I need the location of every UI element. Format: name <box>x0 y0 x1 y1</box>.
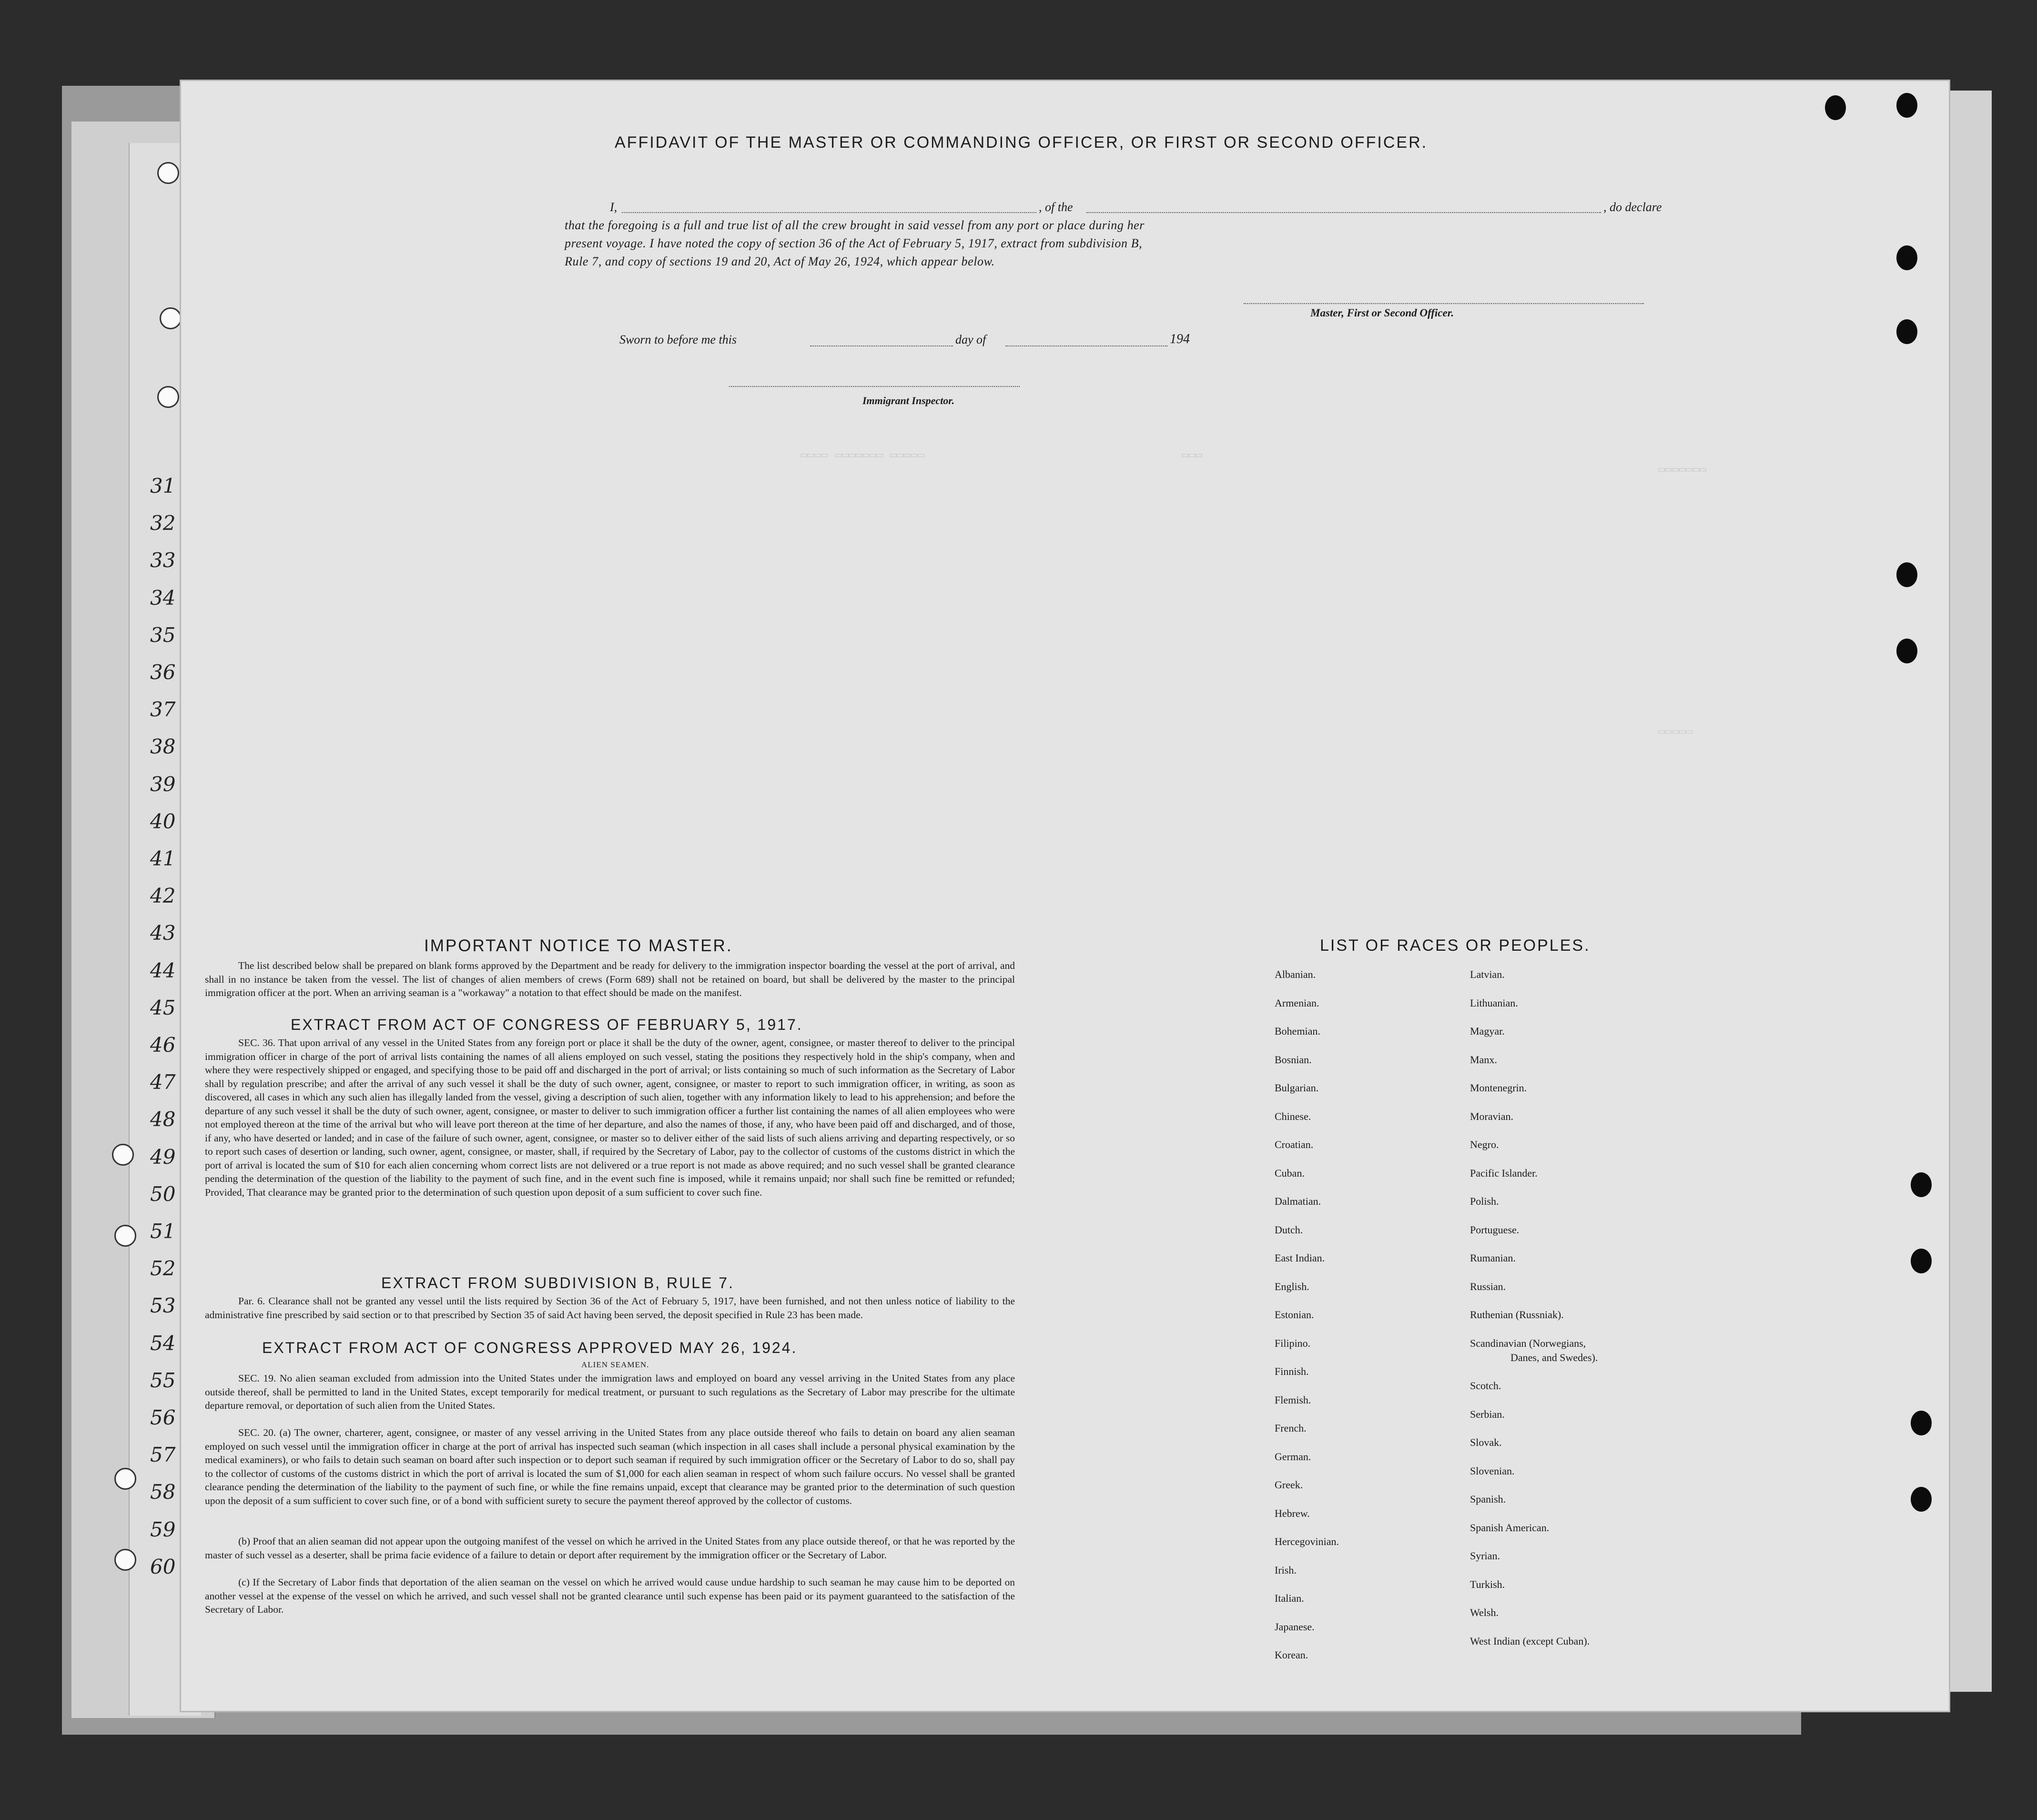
race-item: Scandinavian (Norwegians, <box>1470 1337 1586 1349</box>
inspector-signature-line <box>729 386 1020 387</box>
race-item: Bulgarian. <box>1275 1082 1319 1094</box>
margin-row-number: 43 <box>150 921 176 945</box>
margin-row-number: 58 <box>150 1480 176 1504</box>
binder-hole <box>157 386 179 408</box>
vessel-blank <box>1086 212 1601 213</box>
race-item: Dutch. <box>1275 1223 1303 1236</box>
race-item: German. <box>1275 1450 1311 1463</box>
race-item: Armenian. <box>1275 996 1319 1009</box>
sec19-body: SEC. 19. No alien seaman excluded from admission into the United States under the immigration laws and employed on board any vessel arriving in the United States from any place outside thereof, shall be permitted to land in the United States, except temporarily for medical treatment, or pursuant to such regulations as the Secretary of Labor may prescribe for the ultimate departure removal, or deportation of such alien from the United States. <box>205 1373 1015 1411</box>
bleed-through: ▭▭▭ <box>1182 449 1203 462</box>
extract2-body: Par. 6. Clearance shall not be granted any vessel until the lists required by Section 36 of the Act of February 5, 1917, have been furnished, and not then unless notice of liability to the administrative fine prescribed by said section or to that prescribed by Section 35 of said Act having been served, the deposit specified in Rule 23 has been made. <box>205 1295 1015 1321</box>
race-item: Pacific Islander. <box>1470 1167 1538 1179</box>
of-the-label: , of the <box>1039 200 1073 214</box>
race-item: Latvian. <box>1470 968 1505 980</box>
race-item: Welsh. <box>1470 1606 1499 1618</box>
affidavit-line-2: that the foregoing is a full and true list of all the crew brought in said vessel from any port or place during her <box>565 218 1145 232</box>
race-item: Negro. <box>1470 1139 1499 1150</box>
margin-row-number: 49 <box>150 1145 176 1169</box>
margin-row-number: 55 <box>150 1368 176 1392</box>
race-item: Finnish. <box>1275 1365 1309 1377</box>
race-item: Bohemian. <box>1275 1025 1320 1037</box>
race-item: Chinese. <box>1275 1110 1311 1122</box>
do-declare-label: , do declare <box>1603 200 1662 214</box>
margin-row-number: 50 <box>150 1182 176 1206</box>
race-item: Ruthenian (Russniak). <box>1470 1309 1564 1321</box>
margin-row-number: 47 <box>150 1070 176 1094</box>
race-item: Spanish. <box>1470 1493 1506 1505</box>
margin-row-number: 38 <box>150 735 176 759</box>
affidavit-line-4: Rule 7, and copy of sections 19 and 20, Act of May 26, 1924, which appear below. <box>565 254 995 268</box>
margin-row-number: 53 <box>150 1294 176 1318</box>
binding-hole <box>1911 1249 1932 1273</box>
race-item: Estonian. <box>1275 1309 1314 1321</box>
margin-row-number: 42 <box>150 884 176 908</box>
race-item: Albanian. <box>1275 968 1316 980</box>
race-item: Cuban. <box>1275 1167 1305 1179</box>
inspector-label: Immigrant Inspector. <box>862 395 955 407</box>
race-item: Magyar. <box>1470 1025 1505 1037</box>
sec20a-body: SEC. 20. (a) The owner, charterer, agent, consignee, or master of any vessel arriving in the United States from any place outside thereof who fails to detain on board any alien seaman employed on such vessel until the immigration officer in charge at the port of arrival has inspected such seaman (which inspection in all cases shall include a personal physical examination by the medical examiners), or who fails to detain such seaman on board after such inspection or to deport such seaman if required by such immigration officer or the Secretary of Labor to do so, shall pay to the collector of customs of the customs district in which the port of arrival is located the sum of $1,000 for each alien seaman in respect of whom such failure occurs. No vessel shall be granted clearance pending the determination of the liability to the payment of such fine, or while the fine remains unpaid, except that clearance may be granted prior to the determination of such question upon the deposit of a sum sufficient to cover such fine, or of a bond with sufficient surety to secure the payment thereof approved by the collector of customs. <box>205 1427 1015 1506</box>
race-item: Rumanian. <box>1470 1252 1516 1264</box>
manifest-page <box>181 81 1949 1711</box>
race-item: Dalmatian. <box>1275 1195 1321 1207</box>
notice-title: IMPORTANT NOTICE TO MASTER. <box>424 936 733 955</box>
margin-row-number: 32 <box>150 511 176 535</box>
race-item: Slovak. <box>1470 1436 1502 1448</box>
affidavit-line-3: present voyage. I have noted the copy of section 36 of the Act of February 5, 1917, extract from subdivision B, <box>565 236 1143 250</box>
race-item: Croatian. <box>1275 1139 1314 1150</box>
race-item: Hercegovinian. <box>1275 1535 1339 1547</box>
margin-row-number: 59 <box>150 1517 176 1541</box>
master-signature-label: Master, First or Second Officer. <box>1310 307 1454 319</box>
race-item: Turkish. <box>1470 1578 1505 1590</box>
race-item: Serbian. <box>1470 1408 1505 1420</box>
binding-hole <box>1896 93 1917 118</box>
year-label: 194 <box>1170 332 1190 346</box>
race-item: Korean. <box>1275 1649 1308 1661</box>
race-item: Moravian. <box>1470 1110 1514 1122</box>
extract3-subtitle: ALIEN SEAMEN. <box>581 1360 649 1369</box>
bleed-through: ▭▭▭▭▭ <box>1658 726 1693 739</box>
race-item: Japanese. <box>1275 1620 1315 1633</box>
race-scandinavian-cont: Danes, and Swedes). <box>1510 1351 1598 1363</box>
race-item: Filipino. <box>1275 1337 1311 1349</box>
bleed-through: ▭▭▭▭ ▭▭▭▭▭▭▭ ▭▭▭▭▭ <box>801 449 924 462</box>
extract1-body: SEC. 36. That upon arrival of any vessel in the United States from any foreign port or place it shall be the duty of the owner, agent, consignee, or master thereof to deliver to the principal immigration officer in charge of the port of arrival lists containing the names of all aliens employed on such vessel, stating the positions they respectively hold in the ship's company, when and where they were respectively shipped or engaged, and specifying those to be paid off and discharged in the port of arrival; or lists containing so much of such information as the Secretary of Labor shall by regulation prescribe; and after the arrival of any such vessel it shall be the duty of such owner, agent, consignee, or master to report to such immigration officer, in writing, as soon as discovered, all cases in which any such alien has illegally landed from the vessel, giving a description of such alien, together with any information likely to lead to his apprehension; and before the departure of any such vessel it shall be the duty of such owner, agent, consignee, or master to deliver to such immigration officer a further list containing the names of all alien employees who were not employed thereon at the time of the arrival but who will leave port thereon at the time of her departure, and also the names of those, if any, who have been paid off and discharged, and of those, if any, who have deserted or landed; and in case of the failure of such owner, agent, consignee, or master so to deliver either of the said lists of such aliens arriving and departing respectively, or so to report such cases of desertion or landing, such owner, agent, consignee, or master, shall, if required by the Secretary of Labor, pay to the collector of customs of the customs district in which the port of arrival is located the sum of $10 for each alien concerning whom correct lists are not delivered or a true report is not made as above required; and no such vessel shall be granted clearance pending the determination of the question of the liability to the payment of such fine, and in the event such fine is imposed, while it remains unpaid; nor shall such fine be remitted or refunded; Provided, That clearance may be granted prior to the determination of such question upon deposit of a sum sufficient to cover such fine. <box>205 1037 1015 1198</box>
margin-row-number: 44 <box>150 958 176 982</box>
race-item: Lithuanian. <box>1470 996 1518 1009</box>
race-item: Syrian. <box>1470 1550 1500 1562</box>
bleed-through: ▭▭▭▭▭▭▭ <box>1658 464 1707 477</box>
margin-row-number: 48 <box>150 1108 176 1131</box>
race-item: Bosnian. <box>1275 1053 1312 1066</box>
extract1-title: EXTRACT FROM ACT OF CONGRESS OF FEBRUARY 5, 1917. <box>291 1016 803 1033</box>
race-item: French. <box>1275 1422 1307 1434</box>
race-item: West Indian (except Cuban). <box>1470 1635 1590 1647</box>
margin-row-number: 45 <box>150 996 176 1019</box>
margin-row-number: 39 <box>150 772 176 796</box>
race-item: Italian. <box>1275 1592 1304 1604</box>
margin-row-number: 37 <box>150 698 176 722</box>
binder-hole <box>114 1225 136 1247</box>
race-item: Manx. <box>1470 1053 1497 1066</box>
race-item: Portuguese. <box>1470 1223 1520 1236</box>
race-item: Greek. <box>1275 1479 1303 1491</box>
margin-row-number: 54 <box>150 1331 176 1355</box>
day-of-label: day of <box>955 333 986 346</box>
binding-hole <box>1896 319 1917 344</box>
binder-hole <box>114 1468 136 1490</box>
margin-row-number: 56 <box>150 1406 176 1429</box>
binding-hole <box>1825 95 1846 120</box>
race-item: Scotch. <box>1470 1380 1501 1392</box>
margin-row-number: 31 <box>150 474 176 498</box>
binder-hole <box>160 307 182 329</box>
binding-hole <box>1896 639 1917 663</box>
binder-hole <box>114 1549 136 1571</box>
race-item: Russian. <box>1470 1280 1506 1292</box>
race-item: Flemish. <box>1275 1393 1311 1406</box>
race-item: Spanish American. <box>1470 1521 1550 1534</box>
binding-hole <box>1911 1172 1932 1197</box>
race-item: East Indian. <box>1275 1252 1325 1264</box>
margin-row-number: 46 <box>150 1033 176 1057</box>
binder-hole <box>112 1144 134 1166</box>
race-item: Hebrew. <box>1275 1507 1310 1519</box>
master-signature-line <box>1244 303 1644 304</box>
margin-row-number: 33 <box>150 549 176 572</box>
affidavit-i-label: I, <box>610 200 618 214</box>
race-item: Slovenian. <box>1470 1464 1515 1477</box>
margin-row-number: 60 <box>150 1555 176 1578</box>
margin-row-number: 57 <box>150 1443 176 1467</box>
extract3-title: EXTRACT FROM ACT OF CONGRESS APPROVED MAY 26, 1924. <box>262 1339 798 1356</box>
extract2-title: EXTRACT FROM SUBDIVISION B, RULE 7. <box>381 1274 734 1291</box>
margin-row-number: 40 <box>150 809 176 833</box>
margin-row-number: 35 <box>150 623 176 647</box>
binder-hole <box>157 162 179 184</box>
binding-hole <box>1911 1487 1932 1512</box>
margin-row-number: 52 <box>150 1257 176 1281</box>
sec20c-body: (c) If the Secretary of Labor finds that deportation of the alien seaman on the vessel on which he arrived would cause undue hardship to such seaman he may cause him to be deported on another vessel at the expense of the vessel on which he arrived, and such vessel shall not be granted clearance until such expense has been paid or its payment guaranteed to the satisfaction of the Secretary of Labor. <box>205 1576 1015 1615</box>
binding-hole <box>1911 1411 1932 1435</box>
margin-row-number: 34 <box>150 586 176 610</box>
sec20b-body: (b) Proof that an alien seaman did not appear upon the outgoing manifest of the vessel on which he arrived in the United States from any place outside thereof, or that he was reported by the master of such vessel as a deserter, shall be prima facie evidence of a failure to detain or deport after requirement by the immigration officer or the Secretary of Labor. <box>205 1535 1015 1561</box>
race-item: Montenegrin. <box>1470 1082 1527 1094</box>
name-blank <box>622 212 1036 213</box>
notice-body: The list described below shall be prepared on blank forms approved by the Department and be ready for delivery to the immigration inspector boarding the vessel at the port of arrival, and shall in no instance be taken from the vessel. The list of changes of alien members of crews (Form 689) shall not be retained on board, but shall be delivered by the master to the principal immigration officer at the port. When an arriving seaman is a "workaway" a notation to that effect should be made on the manifest. <box>205 960 1015 998</box>
margin-row-number: 51 <box>150 1220 176 1243</box>
race-item: Irish. <box>1275 1564 1297 1576</box>
margin-row-number: 41 <box>150 847 176 870</box>
sworn-label: Sworn to before me this <box>619 333 737 346</box>
binding-hole <box>1896 562 1917 587</box>
margin-row-number: 36 <box>150 661 176 684</box>
race-item: English. <box>1275 1280 1309 1292</box>
races-title: LIST OF RACES OR PEOPLES. <box>1320 936 1591 955</box>
affidavit-title: AFFIDAVIT OF THE MASTER OR COMMANDING OFFICER, OR FIRST OR SECOND OFFICER. <box>615 133 1428 152</box>
race-item: Polish. <box>1470 1195 1499 1207</box>
binding-hole <box>1896 245 1917 270</box>
